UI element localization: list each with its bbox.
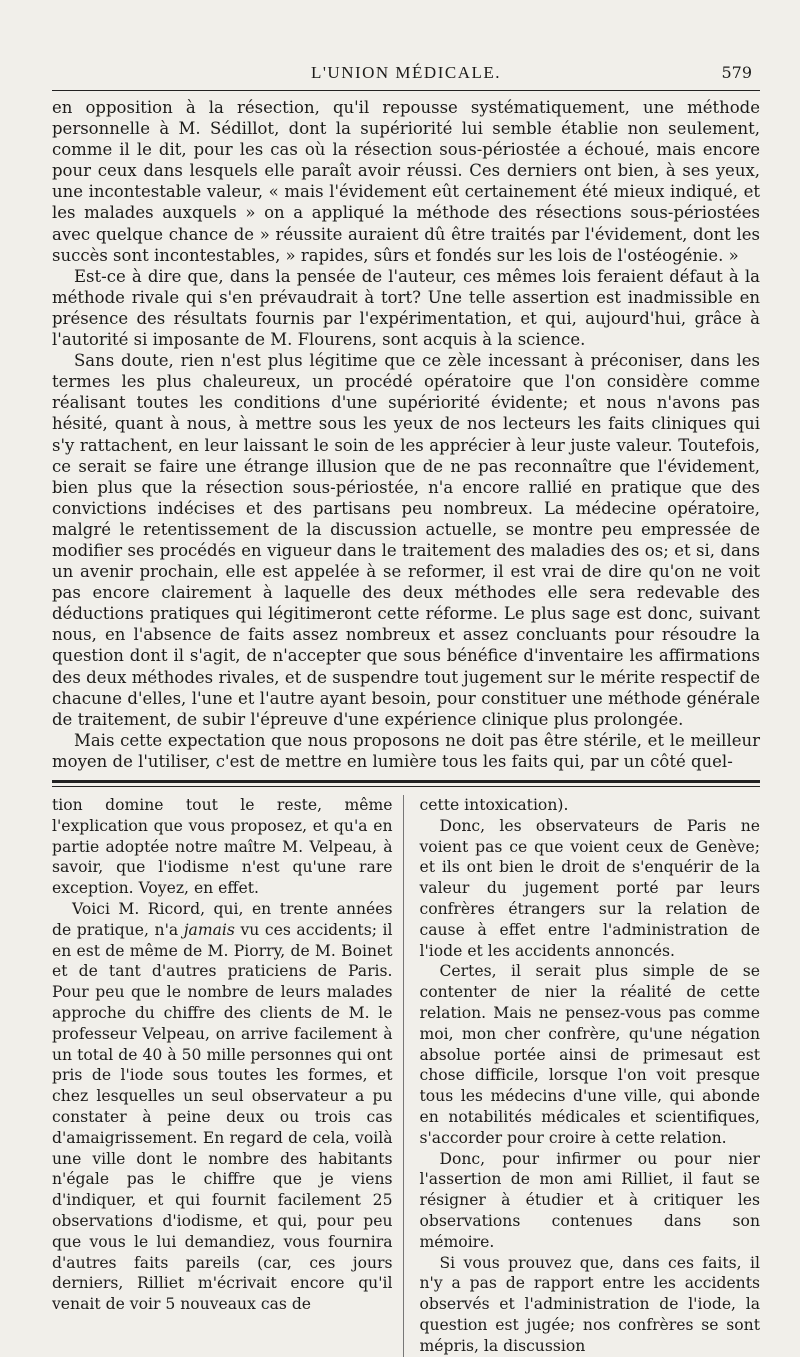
- main-article-text: [52, 97, 760, 772]
- section-divider: [52, 780, 760, 787]
- page-number: 579: [721, 63, 752, 82]
- left-column: [52, 795, 404, 1357]
- paragraph: Si vous prouvez que, dans ces faits, il n'y a pas de rapport entre les accidents observés et l'administration de l'iode, la question est jugée; nos confrères se sont mépris, la discussion: [419, 1253, 760, 1355]
- paragraph: Mais cette expectation que nous proposons ne doit pas être stérile, et le meilleur moyen de l'utiliser, c'est de mettre en lumière tous les faits qui, par un côté quel-: [52, 730, 760, 771]
- paragraph: Certes, il serait plus simple de se contenter de nier la réalité de cette relation. Mais ne pensez-vous pas comme moi, mon cher confrère, qu'une négation absolue portée ainsi de primesaut est chose difficile, lorsque l'on voit presque tous les médecins d'une ville, qui abonde en notabilités médicales et scientifiques, s'accorder pour croire à cette relation.: [419, 962, 760, 1147]
- paragraph: Donc, pour infirmer ou pour nier l'assertion de mon ami Rilliet, il faut se résigner à étudier et à critiquer les observations contenues dans son mémoire.: [419, 1149, 760, 1251]
- header-rule: [52, 90, 760, 91]
- paragraph: Voici M. Ricord, qui, en trente années de pratique, n'a jamais vu ces accidents; il en est de même de M. Piorry, de M. Boinet et de tant d'autres praticiens de Paris. Pour peu que le nombre de leurs malades approche du chiffre des clients de M. le professeur Velpeau, on arrive facilement à un total de 40 à 50 mille personnes qui ont pris de l'iode sous toutes les formes, et chez lesquelles un seul observateur a pu constater à peine deux ou trois cas d'amaigrissement. En regard de cela, voilà une ville dont le nombre des habitants n'égale pas le chiffre que je viens d'indiquer, et qui fournit facilement 25 observations d'iodisme, et qui, pour peu que vous le lui demandiez, vous fournira d'autres faits pareils (car, ces jours derniers, Rilliet m'écrivait encore qu'il venait de voir 5 nouveaux cas de: [52, 899, 393, 1314]
- paragraph: tion domine tout le reste, même l'explication que vous proposez, et qu'a en partie adoptée notre maître M. Velpeau, à savoir, que l'iodisme n'est qu'une rare exception. Voyez, en effet.: [52, 796, 393, 898]
- paragraph: cette intoxication).: [419, 796, 569, 814]
- paragraph: Sans doute, rien n'est plus légitime que ce zèle incessant à préconiser, dans les termes les plus chaleureux, un procédé opératoire que l'on considère comme réalisant toutes les conditions d'une supériorité évidente; et nous n'avons pas hésité, quant à nous, à mettre sous les yeux de nos lecteurs les faits cliniques qui s'y rattachent, en leur laissant le soin de les apprécier à leur juste valeur. Toutefois, ce serait se faire une étrange illusion que de ne pas reconnaître que l'évidement, bien plus que la résection sous-périostée, n'a encore rallié en pratique que des convictions indécises et des partisans peu nombreux. La médecine opératoire, malgré le retentissement de la discussion actuelle, se montre peu empressée de modifier ses procédés en vigueur dans le traitement des maladies des os; et si, dans un avenir prochain, elle est appelée à se reformer, il est vrai de dire qu'on ne voit pas encore clairement à laquelle des deux méthodes elle sera redevable des déductions pratiques qui légitimeront cette réforme. Le plus sage est donc, suivant nous, en l'absence de faits assez nombreux et assez concluants pour résoudre la question dont il s'agit, de n'accepter que sous bénéfice d'inventaire les affirmations des deux méthodes rivales, et de suspendre tout jugement sur le mérite respectif de chacune d'elles, l'une et l'autre ayant besoin, pour constituer une méthode générale de traitement, de subir l'épreuve d'une expérience clinique plus prolongée.: [52, 351, 760, 729]
- page-header: [52, 58, 760, 88]
- running-title: L'UNION MÉDICALE.: [310, 63, 502, 82]
- paragraph: Est-ce à dire que, dans la pensée de l'auteur, ces mêmes lois feraient défaut à la méthode rivale qui s'en prévaudrait à tort? Une telle assertion est inadmissible en présence des résultats fournis par l'expérimentation, et qui, aujourd'hui, grâce à l'autorité si imposante de M. Flourens, sont acquis à la science.: [52, 266, 760, 350]
- paragraph: en opposition à la résection, qu'il repousse systématiquement, une méthode personnelle à M. Sédillot, dont la supériorité lui semble établie non seulement, comme il le dit, pour les cas où la résection sous-périostée a échoué, mais encore pour ceux dans lesquels elle paraît avoir réussi. Ces derniers ont bien, à ses yeux, une incontestable valeur, « mais l'évidement eût certainement été mieux indiqué, et les malades auxquels » on a appliqué la méthode des résections sous-périostées avec quelque chance de » réussite auraient dû être traités par l'évidement, dont les succès sont incontestables, » rapides, sûrs et fondés sur les lois de l'ostéogénie. »: [52, 98, 760, 265]
- two-column-feuilleton: [52, 795, 760, 1357]
- emphasis: jamais: [183, 920, 235, 939]
- right-column: [420, 795, 761, 1357]
- paragraph: Donc, les observateurs de Paris ne voient pas ce que voient ceux de Genève; et ils ont bien le droit de s'enquérir de la valeur du jugement porté par leurs confrères étrangers sur la relation de cause à effet entre l'administration de l'iode et les accidents annoncés.: [419, 816, 760, 960]
